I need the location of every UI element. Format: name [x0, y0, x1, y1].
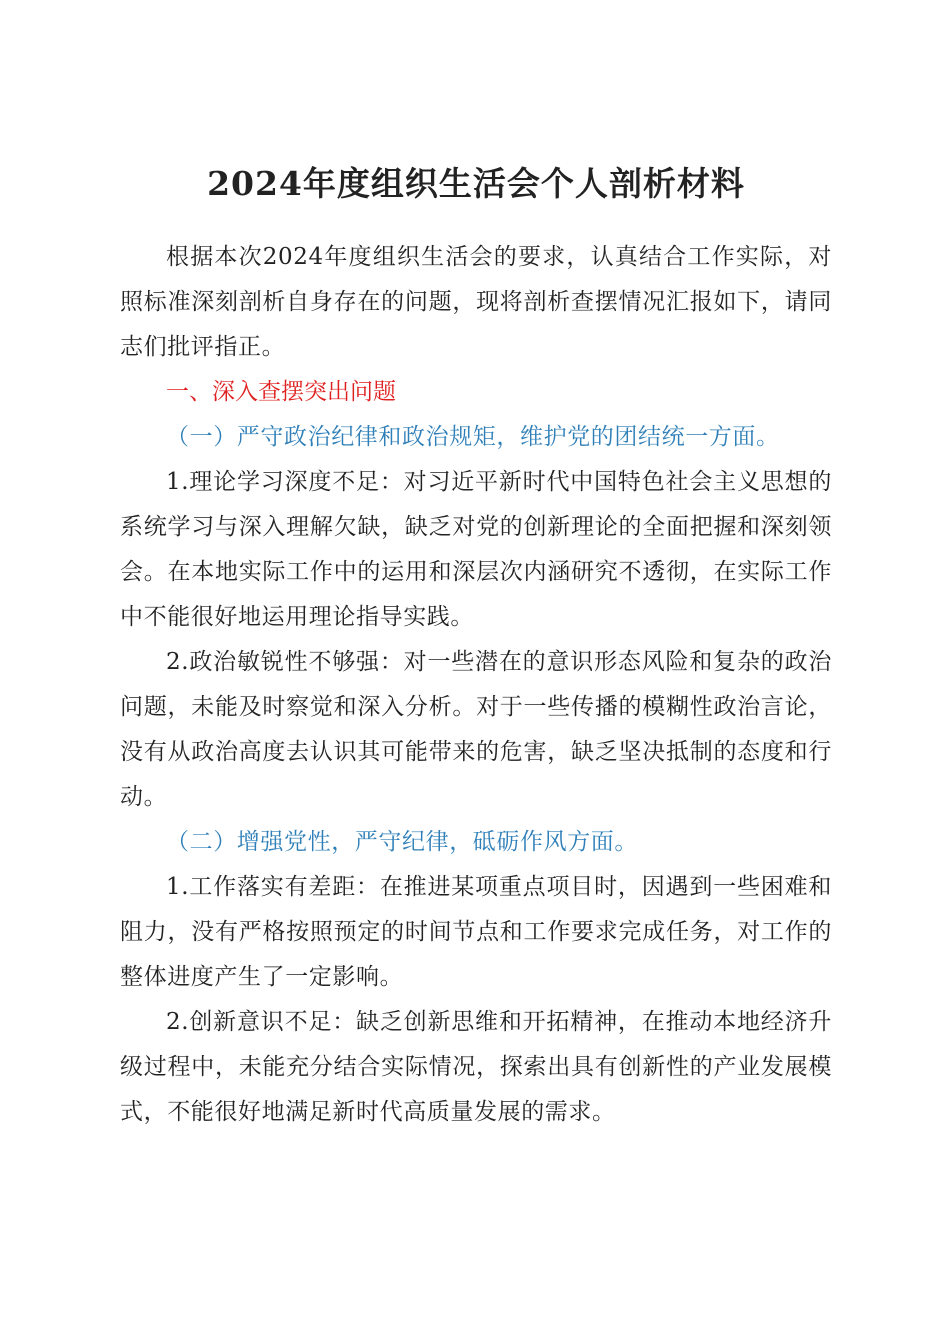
list-item: 2.政治敏锐性不够强：对一些潜在的意识形态风险和复杂的政治问题，未能及时察觉和深入分析。对于一些传播的模糊性政治言论，没有从政治高度去认识其可能带来的危害，缺乏坚决抵制的态度和行动。	[120, 649, 832, 810]
list-item: 1.理论学习深度不足：对习近平新时代中国特色社会主义思想的系统学习与深入理解欠缺，缺乏对党的创新理论的全面把握和深刻领会。在本地实际工作中的运用和深层次内涵研究不透彻，在实际工作中不能很好地运用理论指导实践。	[120, 469, 832, 630]
list-item: 2.创新意识不足：缺乏创新思维和开拓精神，在推动本地经济升级过程中，未能充分结合实际情况，探索出具有创新性的产业发展模式，不能很好地满足新时代高质量发展的需求。	[120, 1009, 832, 1125]
intro-paragraph: 根据本次2024年度组织生活会的要求，认真结合工作实际，对照标准深刻剖析自身存在的问题，现将剖析查摆情况汇报如下，请同志们批评指正。	[120, 244, 832, 360]
section-heading-1: 一、深入查摆突出问题	[166, 379, 396, 405]
document-title: 2024年度组织生活会个人剖析材料	[207, 164, 745, 203]
document-body	[120, 235, 832, 1135]
subsection-heading-1: （一）严守政治纪律和政治规矩，维护党的团结统一方面。	[166, 424, 780, 450]
subsection-heading-2: （二）增强党性，严守纪律，砥砺作风方面。	[166, 829, 638, 855]
list-item: 1.工作落实有差距：在推进某项重点项目时，因遇到一些困难和阻力，没有严格按照预定的时间节点和工作要求完成任务，对工作的整体进度产生了一定影响。	[120, 874, 832, 990]
